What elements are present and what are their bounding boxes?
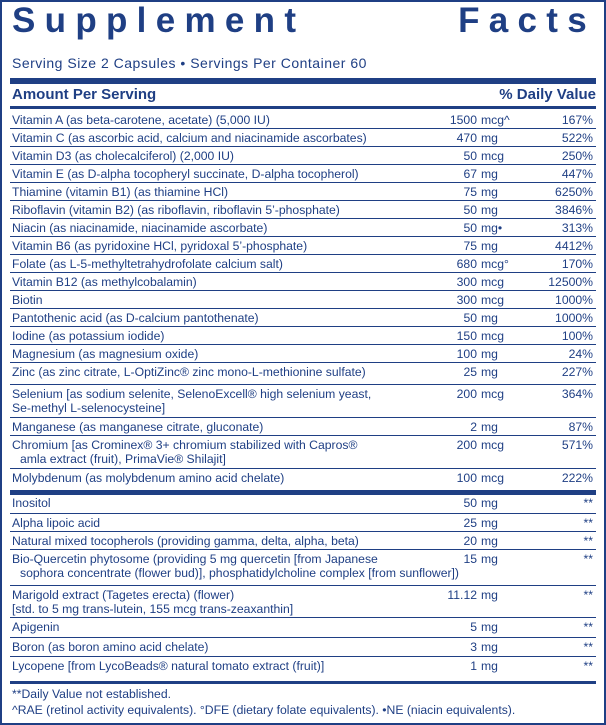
nutrient-daily-value: 87%: [568, 420, 593, 434]
nutrient-unit: mcg°: [481, 257, 509, 271]
nutrient-name-continued: sophora concentrate (flower bud)], phosphatidylcholine complex [from sunflower]): [20, 566, 459, 580]
nutrient-unit: mg: [481, 239, 498, 253]
nutrient-name: Biotin: [12, 293, 43, 307]
nutrient-unit: mg: [481, 552, 498, 566]
nutrient-name: Niacin (as niacinamide, niacinamide ascorbate): [12, 221, 268, 235]
nutrient-daily-value: 3846%: [555, 203, 593, 217]
nutrient-amount: 200: [456, 438, 477, 452]
nutrient-amount: 5: [470, 620, 477, 634]
nutrient-unit: mg: [481, 185, 498, 199]
nutrient-row: [10, 586, 596, 618]
nutrient-unit: mg: [481, 131, 498, 145]
nutrient-daily-value: 24%: [568, 347, 593, 361]
nutrient-daily-value: **: [583, 516, 593, 530]
nutrient-name: Alpha lipoic acid: [12, 516, 101, 530]
nutrient-name-continued: Se-methyl L-selenocysteine]: [12, 401, 166, 415]
serving-info: Serving Size 2 Capsules • Servings Per Container 60: [12, 55, 367, 71]
nutrient-amount: 50: [463, 149, 477, 163]
nutrient-row: [10, 165, 596, 183]
nutrient-unit: mcg: [481, 275, 505, 289]
nutrient-row: [10, 657, 596, 676]
nutrient-name: Folate (as L-5-methyltetrahydrofolate calcium salt): [12, 257, 283, 271]
nutrient-unit: mcg: [481, 471, 505, 485]
nutrient-daily-value: **: [583, 496, 593, 510]
nutrient-amount: 150: [456, 329, 477, 343]
nutrient-amount: 11.12: [447, 588, 477, 602]
nutrient-daily-value: 170%: [561, 257, 593, 271]
nutrient-row: [10, 183, 596, 201]
nutrient-unit: mg: [481, 311, 498, 325]
nutrient-name: Vitamin C (as ascorbic acid, calcium and niacinamide ascorbates): [12, 131, 367, 145]
nutrient-row: [10, 201, 596, 219]
nutrient-unit: mcg: [481, 329, 505, 343]
nutrient-row: [10, 618, 596, 638]
nutrient-name-continued: [std. to 5 mg trans-lutein, 155 mcg trans-zeaxanthin]: [12, 602, 294, 616]
amount-per-serving-header: Amount Per Serving: [12, 86, 157, 103]
nutrient-daily-value: 522%: [561, 131, 593, 145]
nutrient-amount: 67: [463, 167, 477, 181]
nutrient-row: [10, 638, 596, 657]
nutrient-daily-value: 227%: [561, 365, 593, 379]
nutrient-amount: 50: [463, 496, 477, 510]
nutrient-name: Zinc (as zinc citrate, L-OptiZinc® zinc mono-L-methionine sulfate): [12, 365, 366, 379]
nutrient-unit: mg•: [481, 221, 503, 235]
nutrient-name: Iodine (as potassium iodide): [12, 329, 165, 343]
nutrient-name-continued: amla extract (fruit), PrimaVie® Shilajit]: [20, 452, 226, 466]
nutrient-daily-value: 222%: [561, 471, 593, 485]
nutrient-name: Pantothenic acid (as D-calcium pantothenate): [12, 311, 259, 325]
nutrient-amount: 50: [463, 311, 477, 325]
footnote-dv: **Daily Value not established.: [12, 687, 171, 701]
nutrient-row: [10, 436, 596, 469]
nutrient-row: [10, 327, 596, 345]
nutrient-row: [10, 494, 596, 514]
nutrient-amount: 100: [456, 471, 477, 485]
nutrient-daily-value: 250%: [561, 149, 593, 163]
nutrient-name: Molybdenum (as molybdenum amino acid chelate): [12, 471, 285, 485]
nutrient-unit: mg: [481, 588, 498, 602]
nutrient-daily-value: **: [583, 552, 593, 566]
nutrient-row: [10, 255, 596, 273]
nutrient-name: Marigold extract (Tagetes erecta) (flower): [12, 588, 235, 602]
nutrient-row: [10, 418, 596, 436]
nutrient-unit: mg: [481, 496, 498, 510]
nutrient-name: Apigenin: [12, 620, 60, 634]
nutrient-amount: 15: [463, 552, 477, 566]
nutrient-daily-value: 447%: [561, 167, 593, 181]
footer-divider: [10, 681, 596, 684]
nutrient-name: Chromium [as Crominex® 3+ chromium stabilized with Capros®: [12, 438, 358, 452]
nutrient-daily-value: 1000%: [555, 311, 593, 325]
nutrient-amount: 20: [463, 534, 477, 548]
nutrient-amount: 100: [456, 347, 477, 361]
nutrient-name: Lycopene [from LycoBeads® natural tomato extract (fruit)]: [12, 659, 325, 673]
nutrient-row: [10, 532, 596, 550]
nutrient-unit: mcg: [481, 438, 505, 452]
nutrient-name: Inositol: [12, 496, 51, 510]
nutrient-name: Selenium [as sodium selenite, SelenoExcell® high selenium yeast,: [12, 387, 372, 401]
nutrient-row: [10, 363, 596, 385]
nutrient-daily-value: 12500%: [548, 275, 593, 289]
nutrient-name: Vitamin B6 (as pyridoxine HCl, pyridoxal 5’-phosphate): [12, 239, 308, 253]
header-divider: [10, 106, 596, 109]
nutrient-amount: 1: [470, 659, 477, 673]
nutrient-amount: 2: [470, 420, 477, 434]
nutrient-row: [10, 273, 596, 291]
nutrient-amount: 1500: [449, 113, 477, 127]
nutrient-amount: 50: [463, 221, 477, 235]
nutrient-daily-value: 313%: [561, 221, 593, 235]
nutrient-amount: 200: [456, 387, 477, 401]
nutrient-unit: mg: [481, 365, 498, 379]
nutrient-unit: mg: [481, 516, 498, 530]
nutrient-name: Vitamin B12 (as methylcobalamin): [12, 275, 197, 289]
nutrient-amount: 75: [463, 239, 477, 253]
nutrient-amount: 25: [463, 365, 477, 379]
nutrient-amount: 25: [463, 516, 477, 530]
nutrient-daily-value: **: [583, 534, 593, 548]
nutrient-unit: mcg: [481, 293, 505, 307]
nutrient-row: [10, 309, 596, 327]
nutrient-unit: mg: [481, 347, 498, 361]
nutrient-unit: mcg: [481, 387, 505, 401]
nutrient-amount: 300: [456, 275, 477, 289]
nutrient-daily-value: **: [583, 620, 593, 634]
nutrient-name: Vitamin E (as D-alpha tocopheryl succinate, D-alpha tocopherol): [12, 167, 359, 181]
nutrient-row: [10, 345, 596, 363]
nutrient-name: Natural mixed tocopherols (providing gamma, delta, alpha, beta): [12, 534, 359, 548]
nutrient-row: [10, 111, 596, 129]
nutrient-row: [10, 385, 596, 418]
daily-value-header: % Daily Value: [499, 86, 596, 103]
nutrient-row: [10, 291, 596, 309]
nutrient-row: [10, 237, 596, 255]
nutrient-daily-value: **: [583, 659, 593, 673]
nutrient-name: Boron (as boron amino acid chelate): [12, 640, 209, 654]
nutrient-name: Riboflavin (vitamin B2) (as riboflavin, riboflavin 5’-phosphate): [12, 203, 340, 217]
nutrient-amount: 300: [456, 293, 477, 307]
panel-title: Supplement Facts: [12, 1, 596, 40]
thick-divider: [10, 78, 596, 84]
nutrient-unit: mg: [481, 640, 498, 654]
nutrient-row: [10, 514, 596, 532]
nutrient-daily-value: **: [583, 640, 593, 654]
nutrient-daily-value: 4412%: [555, 239, 593, 253]
nutrient-row: [10, 469, 596, 490]
nutrient-daily-value: 1000%: [555, 293, 593, 307]
nutrient-name: Bio-Quercetin phytosome (providing 5 mg quercetin [from Japanese: [12, 552, 378, 566]
nutrient-name: Thiamine (vitamin B1) (as thiamine HCl): [12, 185, 229, 199]
nutrient-row: [10, 219, 596, 237]
nutrient-row: [10, 550, 596, 586]
nutrient-name: Magnesium (as magnesium oxide): [12, 347, 199, 361]
nutrient-amount: 50: [463, 203, 477, 217]
nutrient-daily-value: **: [583, 588, 593, 602]
nutrient-amount: 3: [470, 640, 477, 654]
nutrient-daily-value: 571%: [561, 438, 593, 452]
nutrient-amount: 470: [456, 131, 477, 145]
nutrient-name: Vitamin A (as beta-carotene, acetate) (5,000 IU): [12, 113, 270, 127]
footnote-equivalents: ^RAE (retinol activity equivalents). °DFE (dietary folate equivalents). •NE (niacin equivalents).: [12, 703, 516, 717]
nutrient-name: Vitamin D3 (as cholecalciferol) (2,000 IU): [12, 149, 234, 163]
nutrient-unit: mg: [481, 659, 498, 673]
nutrient-unit: mcg: [481, 149, 505, 163]
nutrient-amount: 75: [463, 185, 477, 199]
nutrient-unit: mcg^: [481, 113, 510, 127]
nutrient-daily-value: 167%: [561, 113, 593, 127]
nutrient-amount: 680: [456, 257, 477, 271]
nutrient-unit: mg: [481, 420, 498, 434]
nutrient-daily-value: 364%: [561, 387, 593, 401]
nutrient-unit: mg: [481, 620, 498, 634]
nutrient-unit: mg: [481, 167, 498, 181]
nutrient-unit: mg: [481, 534, 498, 548]
nutrient-row: [10, 129, 596, 147]
nutrient-name: Manganese (as manganese citrate, gluconate): [12, 420, 264, 434]
nutrient-unit: mg: [481, 203, 498, 217]
nutrient-row: [10, 147, 596, 165]
nutrient-daily-value: 6250%: [555, 185, 593, 199]
nutrient-daily-value: 100%: [561, 329, 593, 343]
